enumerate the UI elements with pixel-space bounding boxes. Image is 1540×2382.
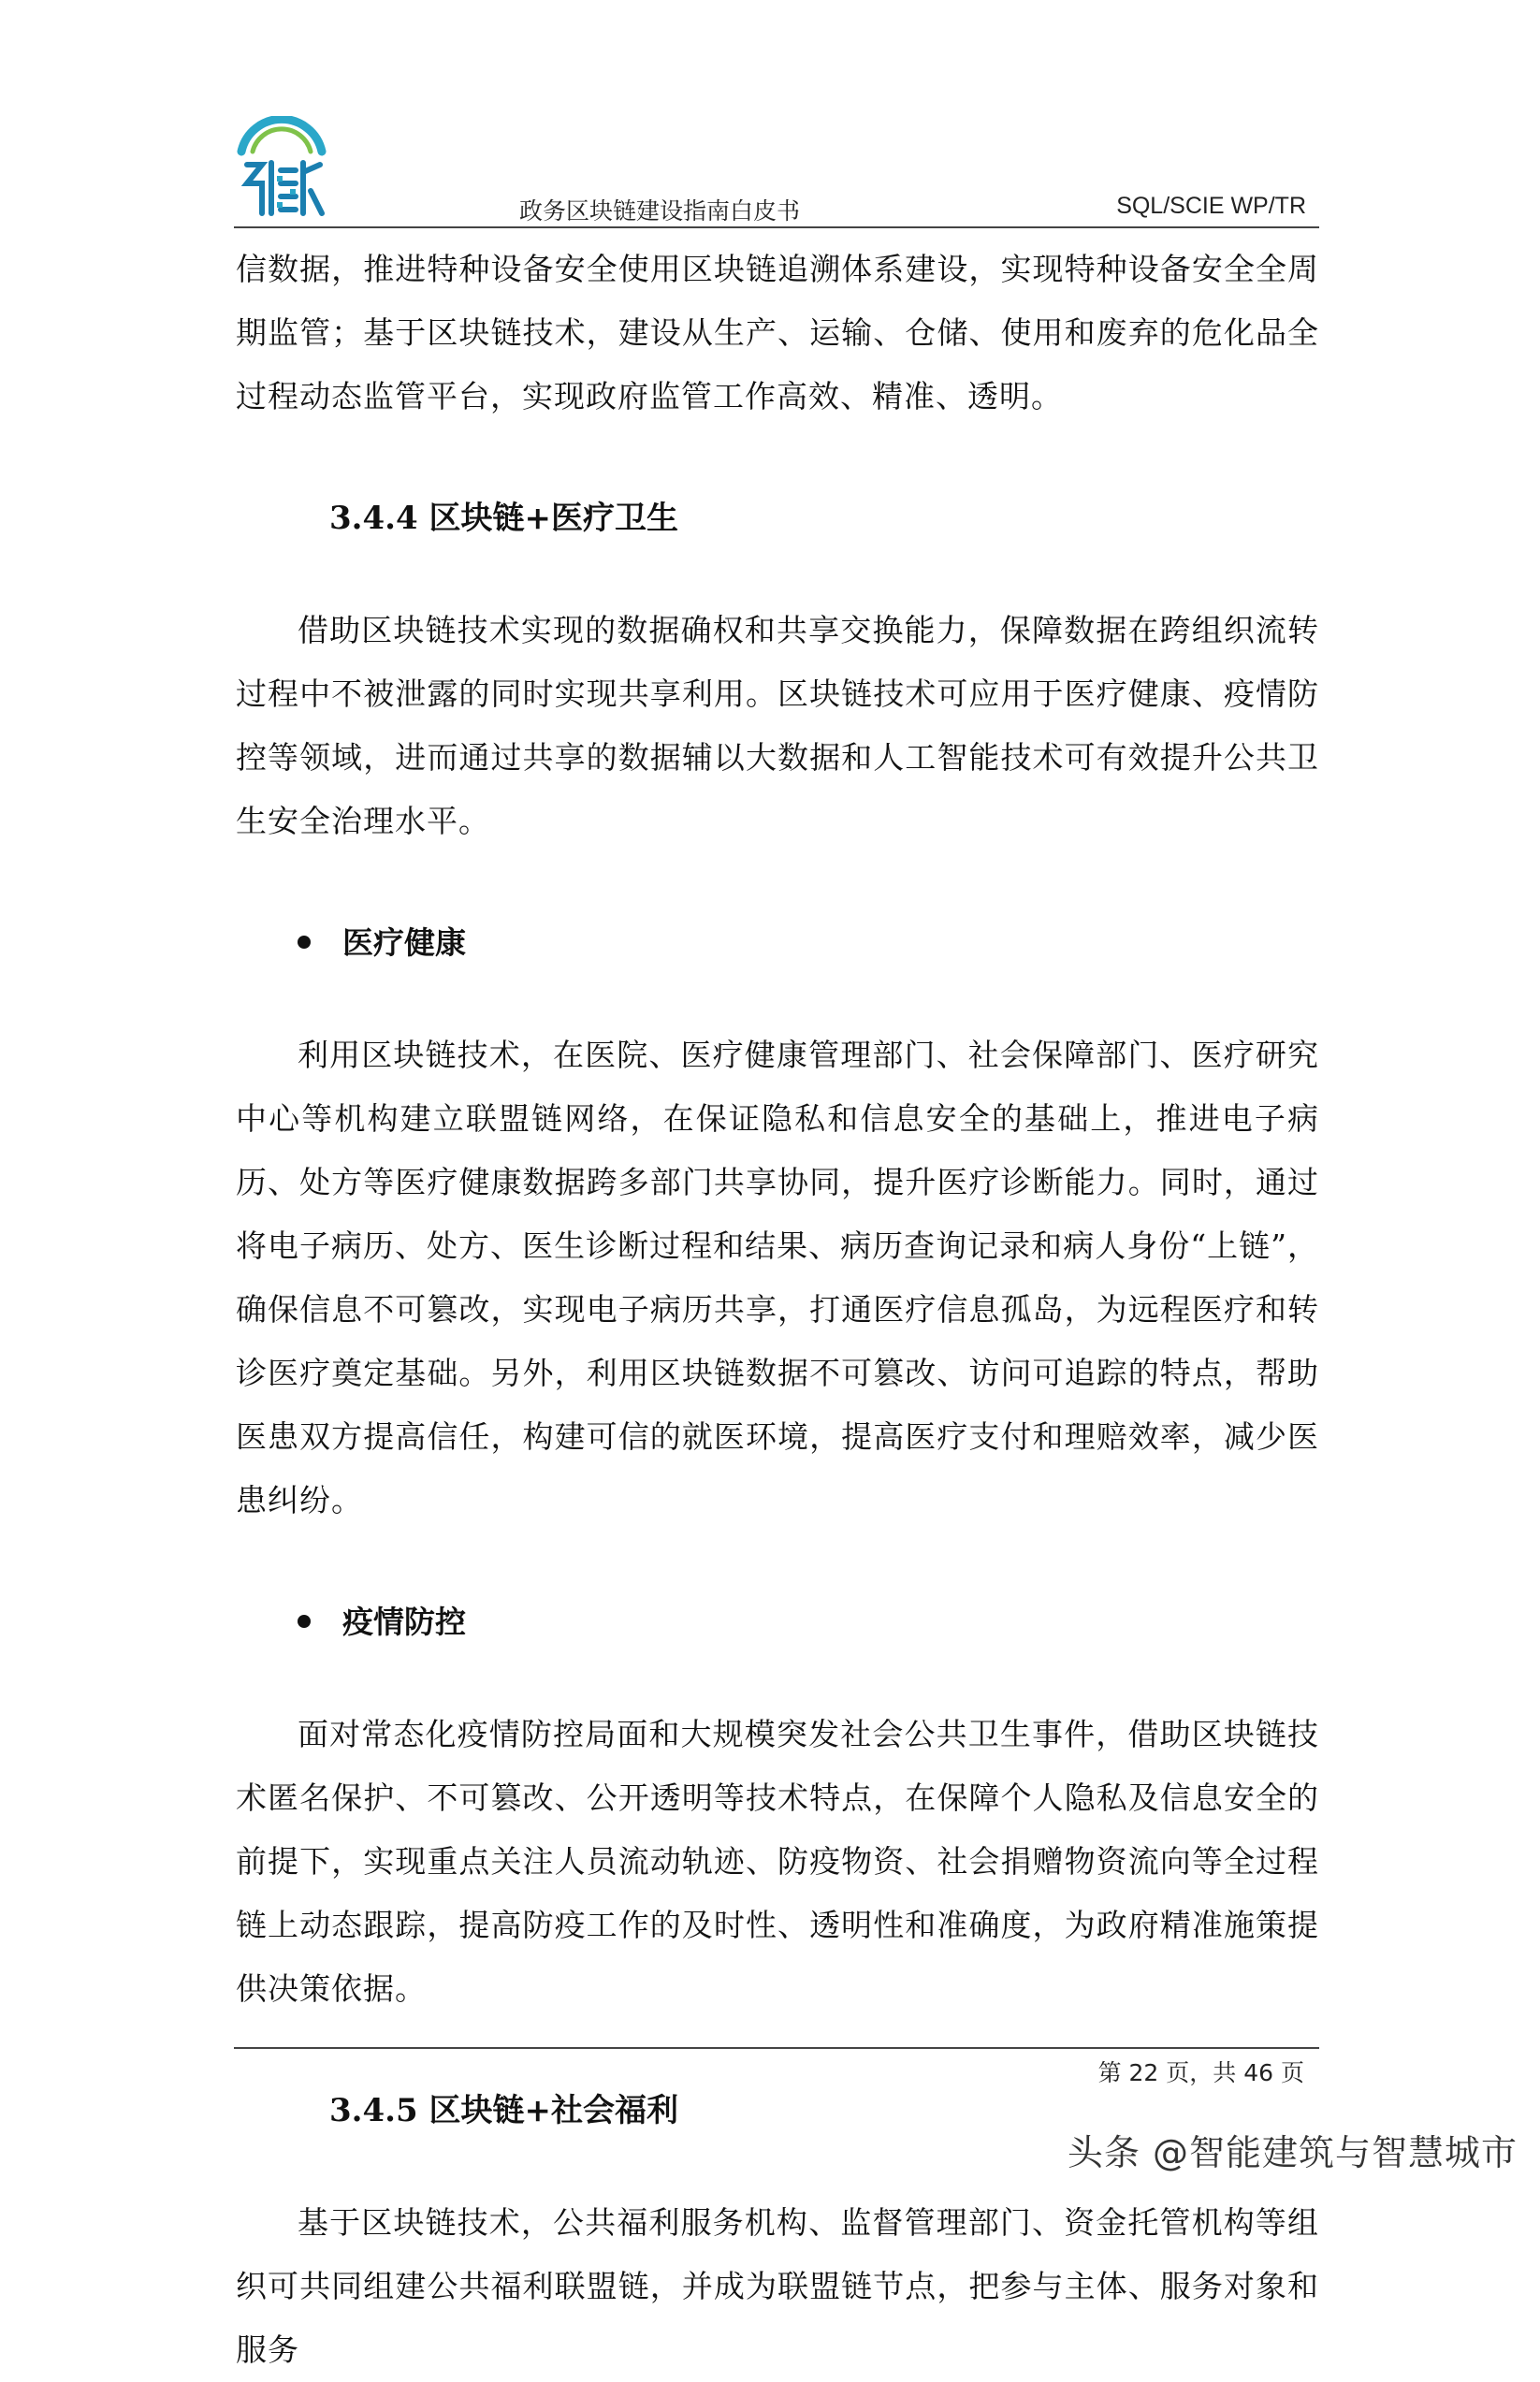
footer-divider (234, 2047, 1319, 2049)
document-title: 政务区块链建设指南白皮书 (519, 197, 801, 225)
section-3-4-5-paragraph: 基于区块链技术，公共福利服务机构、监督管理部门、资金托管机构等组织可共同组建公共福利联盟链，并成为联盟链节点，把参与主体、服务对象和服务 (236, 2204, 1319, 2368)
header-divider (234, 226, 1319, 228)
bullet-title: 医疗健康 (342, 924, 466, 961)
section-3-4-4-paragraph: 借助区块链技术实现的数据确权和共享交换能力，保障数据在跨组织流转过程中不被泄露的同时实现共享利用。区块链技术可应用于医疗健康、疫情防控等领域，进而通过共享的数据辅以大数据和人工智能技术可有效提升公共卫生安全治理水平。 (236, 612, 1319, 839)
medical-paragraph: 利用区块链技术，在医院、医疗健康管理部门、社会保障部门、医疗研究中心等机构建立联盟链网络，在保证隐私和信息安全的基础上，推进电子病历、处方等医疗健康数据跨多部门共享协同，提升医疗诊断能力。同时，通过将电子病历、处方、医生诊断过程和结果、病历查询记录和病人身份“上链”，确保信息不可篡改，实现电子病历共享，打通医疗信息孤岛，为远程医疗和转诊医疗奠定基础。另外，利用区块链数据不可篡改、访问可追踪的特点，帮助医患双方提高信任，构建可信的就医环境，提高医疗支付和理赔效率，减少医患纠纷。 (236, 1037, 1319, 1518)
bullet-dot-icon (298, 936, 311, 949)
source-watermark: 头条 @智能建筑与智慧城市 (1067, 2132, 1518, 2173)
document-code: SQL/SCIE WP/TR (1116, 193, 1306, 219)
bullet-heading-medical (236, 911, 1319, 975)
bullet-dot-icon (298, 1615, 311, 1628)
epidemic-paragraph: 面对常态化疫情防控局面和大规模突发社会公共卫生事件，借助区块链技术匿名保护、不可篡改、公开透明等技术特点，在保障个人隐私及信息安全的前提下，实现重点关注人员流动轨迹、防疫物资、社会捐赠物资流向等全过程链上动态跟踪，提高防疫工作的及时性、透明性和准确度，为政府精准施策提供决策依据。 (236, 1716, 1319, 2007)
bullet-title: 疫情防控 (342, 1604, 466, 1640)
sqlscie-chain-logo (230, 116, 333, 219)
section-heading-3-4-4: 3.4.4 区块链+医疗卫生 (329, 500, 678, 537)
section-heading-3-4-5: 3.4.5 区块链+社会福利 (329, 2092, 678, 2129)
bullet-heading-epidemic (236, 1590, 1319, 1654)
intro-paragraph: 信数据，推进特种设备安全使用区块链追溯体系建设，实现特种设备安全全周期监管；基于区块链技术，建设从生产、运输、仓储、使用和废弃的危化品全过程动态监管平台，实现政府监管工作高效、精准、透明。 (236, 251, 1319, 414)
page-number: 第 22 页，共 46 页 (1097, 2059, 1304, 2086)
